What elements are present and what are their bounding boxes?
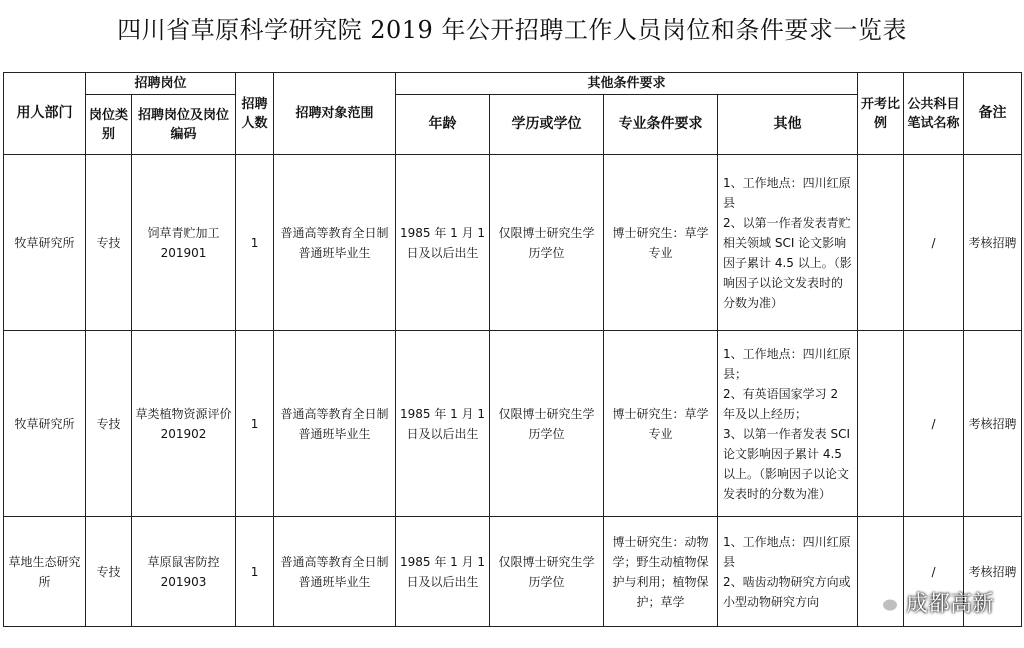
cell-other: 1、工作地点：四川红原县 2、啮齿动物研究方向或小型动物研究方向 bbox=[718, 517, 858, 627]
cell-major: 博士研究生：动物学；野生动植物保护与利用；植物保护；草学 bbox=[604, 517, 718, 627]
header-pos-name-code: 招聘岗位及岗位编码 bbox=[132, 95, 236, 155]
cell-major: 博士研究生：草学专业 bbox=[604, 331, 718, 517]
cell-note: 考核招聘 bbox=[964, 517, 1022, 627]
header-major: 专业条件要求 bbox=[604, 95, 718, 155]
cell-edu: 仅限博士研究生学历学位 bbox=[490, 331, 604, 517]
header-dept: 用人部门 bbox=[4, 73, 86, 155]
position-name: 草原鼠害防控 bbox=[147, 554, 220, 569]
wechat-icon bbox=[872, 592, 900, 614]
header-age: 年龄 bbox=[396, 95, 490, 155]
cell-age: 1985 年 1 月 1 日及以后出生 bbox=[396, 331, 490, 517]
cell-note: 考核招聘 bbox=[964, 331, 1022, 517]
header-other: 其他 bbox=[718, 95, 858, 155]
cell-ratio bbox=[858, 155, 904, 331]
table-row bbox=[4, 331, 1022, 517]
cell-major: 博士研究生：草学专业 bbox=[604, 155, 718, 331]
cell-type: 专技 bbox=[86, 517, 132, 627]
cell-dept: 牧草研究所 bbox=[4, 331, 86, 517]
cell-exam: / bbox=[904, 331, 964, 517]
header-group-position: 招聘岗位 bbox=[86, 73, 236, 95]
cell-note: 考核招聘 bbox=[964, 155, 1022, 331]
header-pos-type: 岗位类别 bbox=[86, 95, 132, 155]
cell-count: 1 bbox=[236, 331, 274, 517]
cell-ratio bbox=[858, 331, 904, 517]
cell-exam: / bbox=[904, 155, 964, 331]
position-code: 201902 bbox=[160, 426, 207, 441]
cell-type: 专技 bbox=[86, 155, 132, 331]
cell-other: 1、工作地点：四川红原县； 2、有英语国家学习 2 年及以上经历； 3、以第一作者发表 SCI 论文影响因子累计 4.5 以上。（影响因子以论文发表时的分数为准） bbox=[718, 331, 858, 517]
cell-count: 1 bbox=[236, 517, 274, 627]
cell-type: 专技 bbox=[86, 331, 132, 517]
cell-count: 1 bbox=[236, 155, 274, 331]
cell-age: 1985 年 1 月 1 日及以后出生 bbox=[396, 517, 490, 627]
cell-edu: 仅限博士研究生学历学位 bbox=[490, 517, 604, 627]
cell-target: 普通高等教育全日制普通班毕业生 bbox=[274, 517, 396, 627]
header-target: 招聘对象范围 bbox=[274, 73, 396, 155]
position-code: 201903 bbox=[160, 574, 207, 589]
cell-position bbox=[132, 517, 236, 627]
cell-target: 普通高等教育全日制普通班毕业生 bbox=[274, 331, 396, 517]
recruitment-table bbox=[3, 72, 1022, 627]
cell-edu: 仅限博士研究生学历学位 bbox=[490, 155, 604, 331]
cell-dept: 牧草研究所 bbox=[4, 155, 86, 331]
watermark bbox=[872, 587, 994, 618]
cell-dept: 草地生态研究所 bbox=[4, 517, 86, 627]
watermark-text: 成都高新 bbox=[905, 592, 994, 617]
header-note: 备注 bbox=[964, 73, 1022, 155]
position-name: 草类植物资源评价 bbox=[135, 406, 232, 421]
header-exam: 公共科目笔试名称 bbox=[904, 73, 964, 155]
cell-exam: / bbox=[904, 517, 964, 627]
cell-position bbox=[132, 331, 236, 517]
header-count: 招聘人数 bbox=[236, 73, 274, 155]
cell-position bbox=[132, 155, 236, 331]
page-title: 四川省草原科学研究院 2019 年公开招聘工作人员岗位和条件要求一览表 bbox=[117, 16, 907, 44]
table-row bbox=[4, 155, 1022, 331]
cell-age: 1985 年 1 月 1 日及以后出生 bbox=[396, 155, 490, 331]
position-code: 201901 bbox=[160, 245, 207, 260]
table-row bbox=[4, 517, 1022, 627]
header-group-other: 其他条件要求 bbox=[396, 73, 858, 95]
header-ratio: 开考比例 bbox=[858, 73, 904, 155]
cell-target: 普通高等教育全日制普通班毕业生 bbox=[274, 155, 396, 331]
header-edu: 学历或学位 bbox=[490, 95, 604, 155]
position-name: 饲草青贮加工 bbox=[147, 225, 220, 240]
cell-other: 1、工作地点：四川红原县 2、以第一作者发表青贮相关领域 SCI 论文影响因子累计 4.5 以上。（影响因子以论文发表时的分数为准） bbox=[718, 155, 858, 331]
header-row-1 bbox=[4, 73, 1022, 95]
